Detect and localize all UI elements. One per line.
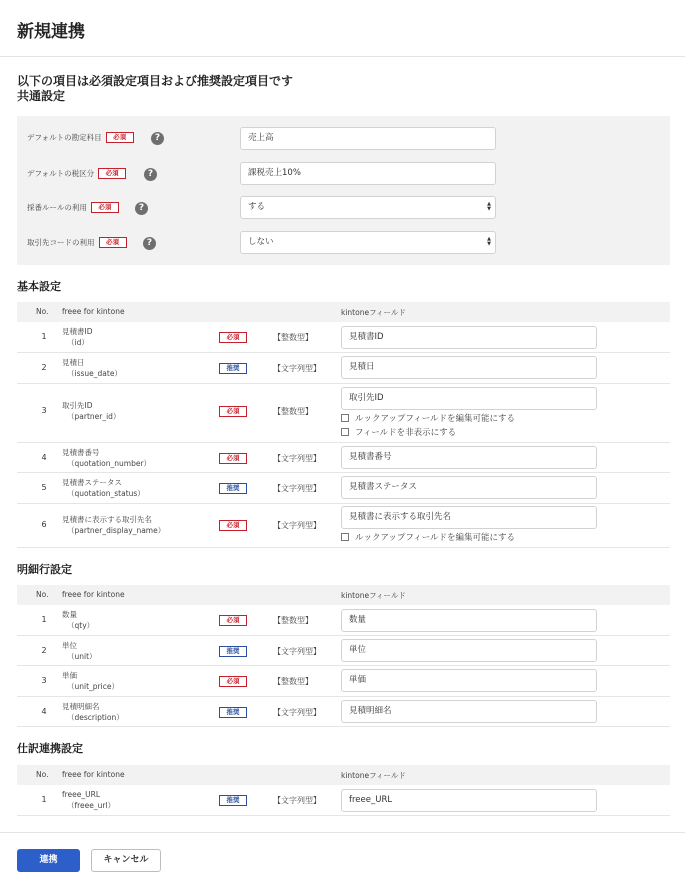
kintone-field-input[interactable]: 見積日 xyxy=(341,356,597,379)
header-kintone: kintoneフィールド xyxy=(341,308,406,317)
numbering-rule-select[interactable] xyxy=(240,196,496,219)
top-divider xyxy=(0,56,685,57)
common-label: 取引先コードの利用 必須 xyxy=(27,237,127,248)
table-header xyxy=(17,302,670,322)
field-type: 【文字列型】 xyxy=(273,521,321,530)
header-kintone: kintoneフィールド xyxy=(341,591,406,600)
select-arrows-icon: ▲ ▼ xyxy=(487,201,491,212)
table-row xyxy=(17,785,670,816)
table-header xyxy=(17,585,670,605)
field-name: 見積明細名 （description） xyxy=(62,702,124,722)
recommended-badge: 推奨 xyxy=(219,707,247,718)
required-badge: 必須 xyxy=(91,202,119,213)
common-settings-panel xyxy=(17,116,670,265)
recommended-badge: 推奨 xyxy=(219,646,247,657)
table-header xyxy=(17,765,670,785)
select-arrows-icon: ▲ ▼ xyxy=(487,236,491,247)
header-no: No. xyxy=(36,590,49,599)
field-name: 取引先ID （partner_id） xyxy=(62,401,121,421)
field-type: 【整数型】 xyxy=(273,407,313,416)
lookup-editable-check[interactable]: ルックアップフィールドを編集可能にする xyxy=(341,412,515,424)
help-icon[interactable]: ? xyxy=(144,168,157,181)
header-freee: freee for kintone xyxy=(62,590,125,599)
header-freee: freee for kintone xyxy=(62,770,125,779)
common-row xyxy=(17,124,670,154)
kintone-field-input[interactable]: 見積書ステータス xyxy=(341,476,597,499)
required-badge: 必須 xyxy=(219,453,247,464)
required-badge: 必須 xyxy=(219,520,247,531)
field-type: 【文字列型】 xyxy=(273,484,321,493)
page-title: 新規連携 xyxy=(17,22,85,42)
hide-field-check[interactable]: フィールドを非表示にする xyxy=(341,426,456,438)
detail-settings-heading: 明細行設定 xyxy=(17,563,72,576)
partner-code-select[interactable] xyxy=(240,231,496,254)
field-name: 数量 （qty） xyxy=(62,610,95,630)
header-no: No. xyxy=(36,770,49,779)
row-number: 2 xyxy=(41,646,47,655)
table-row xyxy=(17,384,670,443)
field-name: 見積書ID （id） xyxy=(62,327,93,347)
intro-line: 以下の項目は必須設定項目および推奨設定項目です xyxy=(17,74,294,88)
table-row xyxy=(17,666,670,697)
row-number: 3 xyxy=(41,406,47,415)
table-row xyxy=(17,473,670,504)
table-row xyxy=(17,697,670,727)
row-number: 2 xyxy=(41,363,47,372)
field-type: 【整数型】 xyxy=(273,616,313,625)
header-freee: freee for kintone xyxy=(62,307,125,316)
kintone-field-input[interactable]: 見積書ID xyxy=(341,326,597,349)
common-row xyxy=(17,160,670,190)
kintone-field-input[interactable]: 見積明細名 xyxy=(341,700,597,723)
common-label: 採番ルールの利用 必須 xyxy=(27,202,119,213)
recommended-badge: 推奨 xyxy=(219,795,247,806)
field-name: 単位 （unit） xyxy=(62,641,97,661)
field-name: freee_URL （freee_url） xyxy=(62,790,116,810)
required-badge: 必須 xyxy=(99,237,127,248)
field-type: 【文字列型】 xyxy=(273,647,321,656)
field-name: 見積日 （issue_date） xyxy=(62,358,122,378)
table-row xyxy=(17,353,670,384)
field-name: 見積書ステータス （quotation_status） xyxy=(62,478,145,498)
checkbox[interactable] xyxy=(341,414,349,422)
row-number: 4 xyxy=(41,453,47,462)
kintone-field-input[interactable]: freee_URL xyxy=(341,789,597,812)
table-row xyxy=(17,443,670,473)
header-no: No. xyxy=(36,307,49,316)
required-badge: 必須 xyxy=(106,132,134,143)
intro-text xyxy=(17,74,293,104)
help-icon[interactable]: ? xyxy=(143,237,156,250)
field-type: 【整数型】 xyxy=(273,333,313,342)
row-number: 1 xyxy=(41,795,47,804)
row-number: 4 xyxy=(41,707,47,716)
cancel-button[interactable]: キャンセル xyxy=(91,849,161,872)
common-row xyxy=(17,194,670,224)
table-row xyxy=(17,636,670,666)
submit-button[interactable]: 連携 xyxy=(17,849,80,872)
field-type: 【文字列型】 xyxy=(273,796,321,805)
field-type: 【文字列型】 xyxy=(273,454,321,463)
field-type: 【整数型】 xyxy=(273,677,313,686)
row-number: 5 xyxy=(41,483,47,492)
table-row xyxy=(17,605,670,636)
help-icon[interactable]: ? xyxy=(135,202,148,215)
lookup-editable-check[interactable]: ルックアップフィールドを編集可能にする xyxy=(341,531,515,543)
numbering-rule-value: する xyxy=(248,202,266,212)
help-icon[interactable]: ? xyxy=(151,132,164,145)
table-row xyxy=(17,322,670,353)
row-number: 1 xyxy=(41,615,47,624)
default-account-input[interactable]: 売上高 xyxy=(240,127,496,150)
required-badge: 必須 xyxy=(219,406,247,417)
field-name: 単価 （unit_price） xyxy=(62,671,119,691)
common-label: デフォルトの税区分 必須 xyxy=(27,168,126,179)
partner-code-value: しない xyxy=(248,237,274,247)
journal-settings-heading: 仕訳連携設定 xyxy=(17,742,83,755)
checkbox[interactable] xyxy=(341,428,349,436)
field-name: 見積書に表示する取引先名 （partner_display_name） xyxy=(62,515,166,535)
field-type: 【文字列型】 xyxy=(273,708,321,717)
kintone-field-input[interactable]: 取引先ID xyxy=(341,387,597,410)
default-tax-input[interactable]: 課税売上10% xyxy=(240,162,496,185)
common-label: デフォルトの勘定科目 必須 xyxy=(27,132,134,143)
kintone-field-input[interactable]: 見積書に表示する取引先名 xyxy=(341,506,597,529)
basic-settings-heading: 基本設定 xyxy=(17,280,61,293)
kintone-field-input[interactable]: 単位 xyxy=(341,639,597,662)
required-badge: 必須 xyxy=(219,676,247,687)
common-row xyxy=(17,229,670,259)
field-type: 【文字列型】 xyxy=(273,364,321,373)
field-name: 見積書番号 （quotation_number） xyxy=(62,448,152,468)
required-badge: 必須 xyxy=(219,332,247,343)
kintone-field-input[interactable]: 見積書番号 xyxy=(341,446,597,469)
recommended-badge: 推奨 xyxy=(219,483,247,494)
checkbox[interactable] xyxy=(341,533,349,541)
row-number: 1 xyxy=(41,332,47,341)
row-number: 6 xyxy=(41,520,47,529)
kintone-field-input[interactable]: 数量 xyxy=(341,609,597,632)
required-badge: 必須 xyxy=(219,615,247,626)
kintone-field-input[interactable]: 単価 xyxy=(341,669,597,692)
header-kintone: kintoneフィールド xyxy=(341,771,406,780)
common-settings-heading: 共通設定 xyxy=(17,89,66,103)
row-number: 3 xyxy=(41,676,47,685)
table-row xyxy=(17,504,670,548)
required-badge: 必須 xyxy=(98,168,126,179)
bottom-divider xyxy=(0,832,685,833)
recommended-badge: 推奨 xyxy=(219,363,247,374)
